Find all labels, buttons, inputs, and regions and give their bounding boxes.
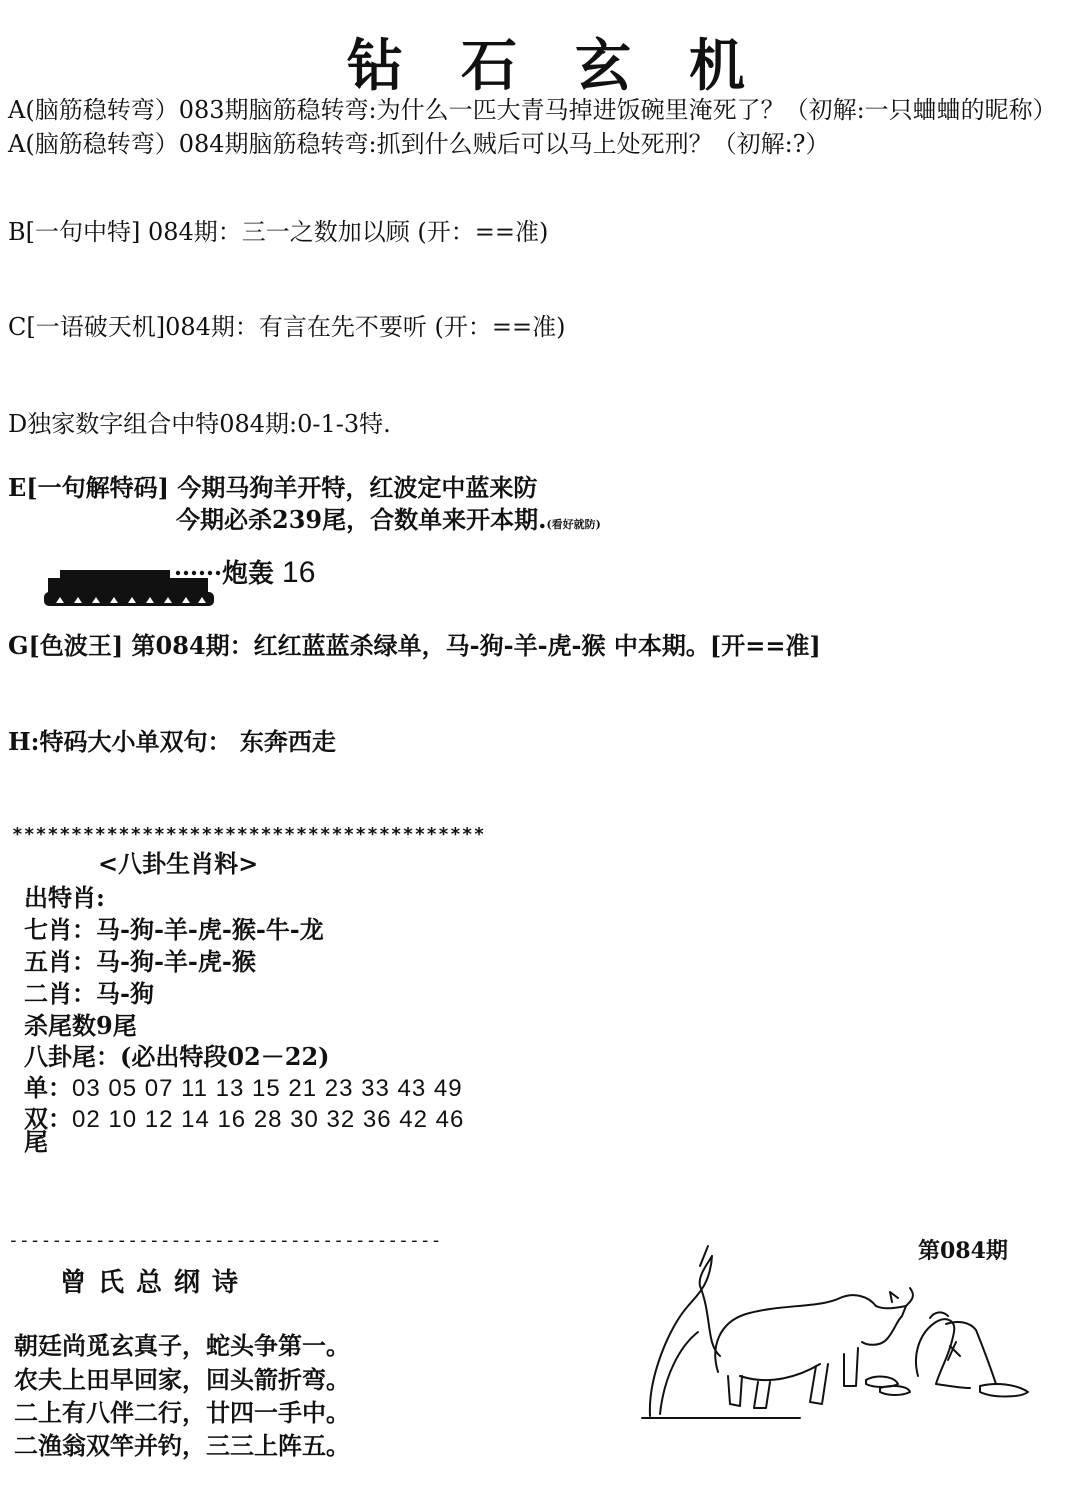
riddle-083: A(脑筋稳转弯）083期脑筋稳转弯:为什么一匹大青马掉进饭碗里淹死了？（初解:一只蛐蛐的昵称） [8,96,1057,124]
poem-line: 农夫上田早回家，回头箭折弯。 [14,1365,350,1394]
single-numbers-row [24,1068,463,1103]
line-e2-note: (看好就防) [546,518,601,531]
issue-number: 第084期 [918,1238,1008,1264]
poem-line: 二渔翁双竿并钓，三三上阵五。 [14,1431,350,1460]
poem-line: 朝廷尚觅玄真子，蛇头争第一。 [14,1331,350,1360]
single-numbers: 03 05 07 11 13 15 21 23 33 43 49 [72,1075,463,1102]
line-e2 [176,500,601,535]
line-g: G[色波王] 第084期：红红蓝蓝杀绿单，马-狗-羊-虎-猴 中本期。[开==准] [8,631,821,660]
double-numbers: 02 10 12 14 16 28 30 32 36 42 46 [72,1106,465,1133]
bagua-item: 五肖：马-狗-羊-虎-猴 [24,947,256,976]
page-title: 钻石玄机 [347,33,803,99]
bagua-item: 杀尾数9尾 [24,1011,137,1040]
cannon-number: 16 [282,556,316,589]
line-h: H:特码大小单双句： 东奔西走 [8,727,336,756]
double-label: 双： [24,1104,72,1133]
bagua-item: 二肖：马-狗 [24,979,154,1008]
line-b: B[一句中特] 084期：三一之数加以顾 (开：==准) [8,218,549,246]
line-d: D独家数字组合中特084期:0-1-3特. [8,410,391,438]
bagua-item: 出特肖: [24,883,105,912]
bagua-item: 八卦尾：(必出特段02－22) [24,1042,330,1071]
bagua-title: <八卦生肖料> [98,849,259,878]
bagua-item: 七肖：马-狗-羊-虎-猴-牛-龙 [24,915,324,944]
single-label: 单： [24,1073,72,1102]
cutoff-text-fragment: 尾 [24,1127,48,1156]
line-c: C[一语破天机]084期：有言在先不要听 (开：==准) [8,313,566,341]
stars-divider: **************************************** [12,824,486,845]
cannon-label: 炮轰 [222,559,275,589]
line-e1: E[一句解特码] 今期马狗羊开特，红波定中蓝来防 [8,473,538,502]
riddle-084: A(脑筋稳转弯）084期脑筋稳转弯:抓到什么贼后可以马上处死刑？（初解:?） [8,130,830,158]
double-numbers-row [24,1099,464,1134]
line-e2-text: 今期必杀239尾，合数单来开本期. [176,505,547,534]
rhino-illustration [640,1236,1040,1430]
cannon-text [222,553,315,590]
dash-divider: ---------------------------------------- [8,1230,442,1251]
poem-title: 曾氏总纲诗 [60,1268,251,1298]
tank-icon [38,560,223,620]
poem-line: 二上有八伴二行，廿四一手中。 [14,1398,350,1427]
